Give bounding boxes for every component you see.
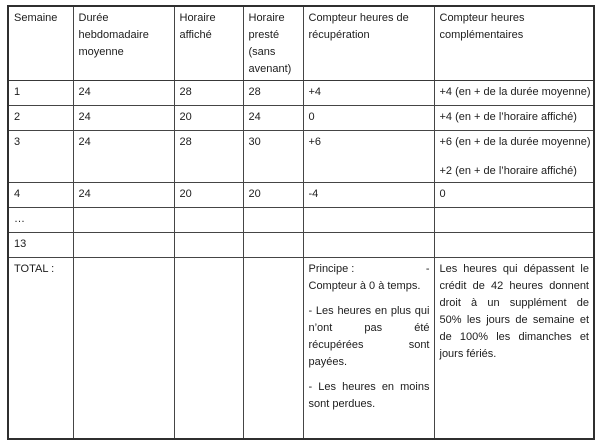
complementaires-line: +4 (en + de l’horaire affiché) (439, 111, 577, 123)
justified-line: 50% les jours de semaine et (439, 314, 589, 326)
justified-line: payées. (308, 356, 348, 368)
cell-compteur-complementaires (434, 208, 594, 233)
table-row (8, 106, 594, 131)
cell-compteur-recuperation: +4 (303, 81, 434, 106)
justified-line: récupérées sont (308, 339, 430, 351)
justified-line: sont perdues. (308, 398, 376, 410)
cell-compteur-complementaires (434, 131, 594, 183)
justified-line: - Les heures en plus qui (308, 305, 430, 317)
header-row (8, 6, 594, 81)
cell-duree-moyenne: 24 (73, 131, 174, 183)
justified-line: Compteur à 0 à temps. (308, 280, 421, 292)
cell-compteur-recuperation: 0 (303, 106, 434, 131)
cell-semaine: 1 (8, 81, 73, 106)
complementaires-line: +4 (en + de la durée moyenne) (439, 86, 591, 98)
cell-compteur-recuperation (303, 208, 434, 233)
cell-horaire-affiche (174, 208, 243, 233)
cell-horaire-preste: 28 (243, 81, 303, 106)
header-horaire-affiche: Horaire affiché (174, 6, 243, 81)
table-row (8, 208, 594, 233)
total-complementaires-cell (434, 258, 594, 439)
cell-duree-moyenne: 24 (73, 81, 174, 106)
table-row (8, 183, 594, 208)
justified-line: Les heures qui dépassent le (439, 263, 589, 275)
cell-compteur-recuperation: -4 (303, 183, 434, 208)
header-semaine: Semaine (8, 6, 73, 81)
cell-semaine: … (8, 208, 73, 233)
cell-compteur-recuperation (303, 233, 434, 258)
header-compteur-complementaires: Compteur heures complémentaires (434, 6, 594, 81)
justified-line: de 100% les dimanches et (439, 331, 589, 343)
cell-compteur-complementaires (434, 106, 594, 131)
cell-horaire-preste (243, 233, 303, 258)
complementaires-line: 0 (439, 188, 446, 200)
cell-compteur-complementaires (434, 183, 594, 208)
complementaires-line: +2 (en + de l’horaire affiché) (439, 165, 577, 177)
cell-horaire-preste: 20 (243, 183, 303, 208)
total-principe-cell (303, 258, 434, 439)
cell-horaire-preste (243, 208, 303, 233)
cell-semaine: 2 (8, 106, 73, 131)
table-row (8, 233, 594, 258)
cell-duree-moyenne: 24 (73, 106, 174, 131)
total-row (8, 258, 594, 439)
cell-semaine: 13 (8, 233, 73, 258)
justified-line: jours fériés. (439, 348, 497, 360)
cell-duree-moyenne: 24 (73, 183, 174, 208)
header-duree-hebdomadaire: Durée hebdomadaire moyenne (73, 6, 174, 81)
cell-duree-moyenne (73, 208, 174, 233)
cell-horaire-preste: 30 (243, 131, 303, 183)
header-horaire-preste: Horaire presté (sans avenant) (243, 6, 303, 81)
justified-line: n’ont pas été (308, 322, 430, 334)
hours-table (7, 5, 595, 440)
cell-compteur-complementaires (434, 81, 594, 106)
cell-duree-moyenne (73, 233, 174, 258)
total-duree-cell (73, 258, 174, 439)
principe-first-line (309, 261, 430, 278)
justified-line: droit à un supplément de (439, 297, 589, 309)
total-horaire-preste-cell (243, 258, 303, 439)
total-horaire-affiche-cell (174, 258, 243, 439)
cell-horaire-affiche: 20 (174, 183, 243, 208)
cell-horaire-affiche: 28 (174, 81, 243, 106)
complementaires-line: +6 (en + de la durée moyenne) (439, 136, 591, 148)
justified-line: - Les heures en moins (308, 381, 430, 393)
header-compteur-recuperation: Compteur heures de récupération (303, 6, 434, 81)
cell-horaire-affiche: 20 (174, 106, 243, 131)
principe-dash: - (425, 263, 430, 275)
justified-line: crédit de 42 heures donnent (439, 280, 589, 292)
total-label-cell: TOTAL : (8, 258, 73, 439)
table-body (8, 81, 594, 258)
cell-compteur-recuperation: +6 (303, 131, 434, 183)
cell-horaire-preste: 24 (243, 106, 303, 131)
table-row (8, 81, 594, 106)
table-row (8, 131, 594, 183)
cell-semaine: 4 (8, 183, 73, 208)
principe-label: Principe : (308, 263, 355, 275)
cell-semaine: 3 (8, 131, 73, 183)
cell-horaire-affiche (174, 233, 243, 258)
cell-horaire-affiche: 28 (174, 131, 243, 183)
cell-compteur-complementaires (434, 233, 594, 258)
